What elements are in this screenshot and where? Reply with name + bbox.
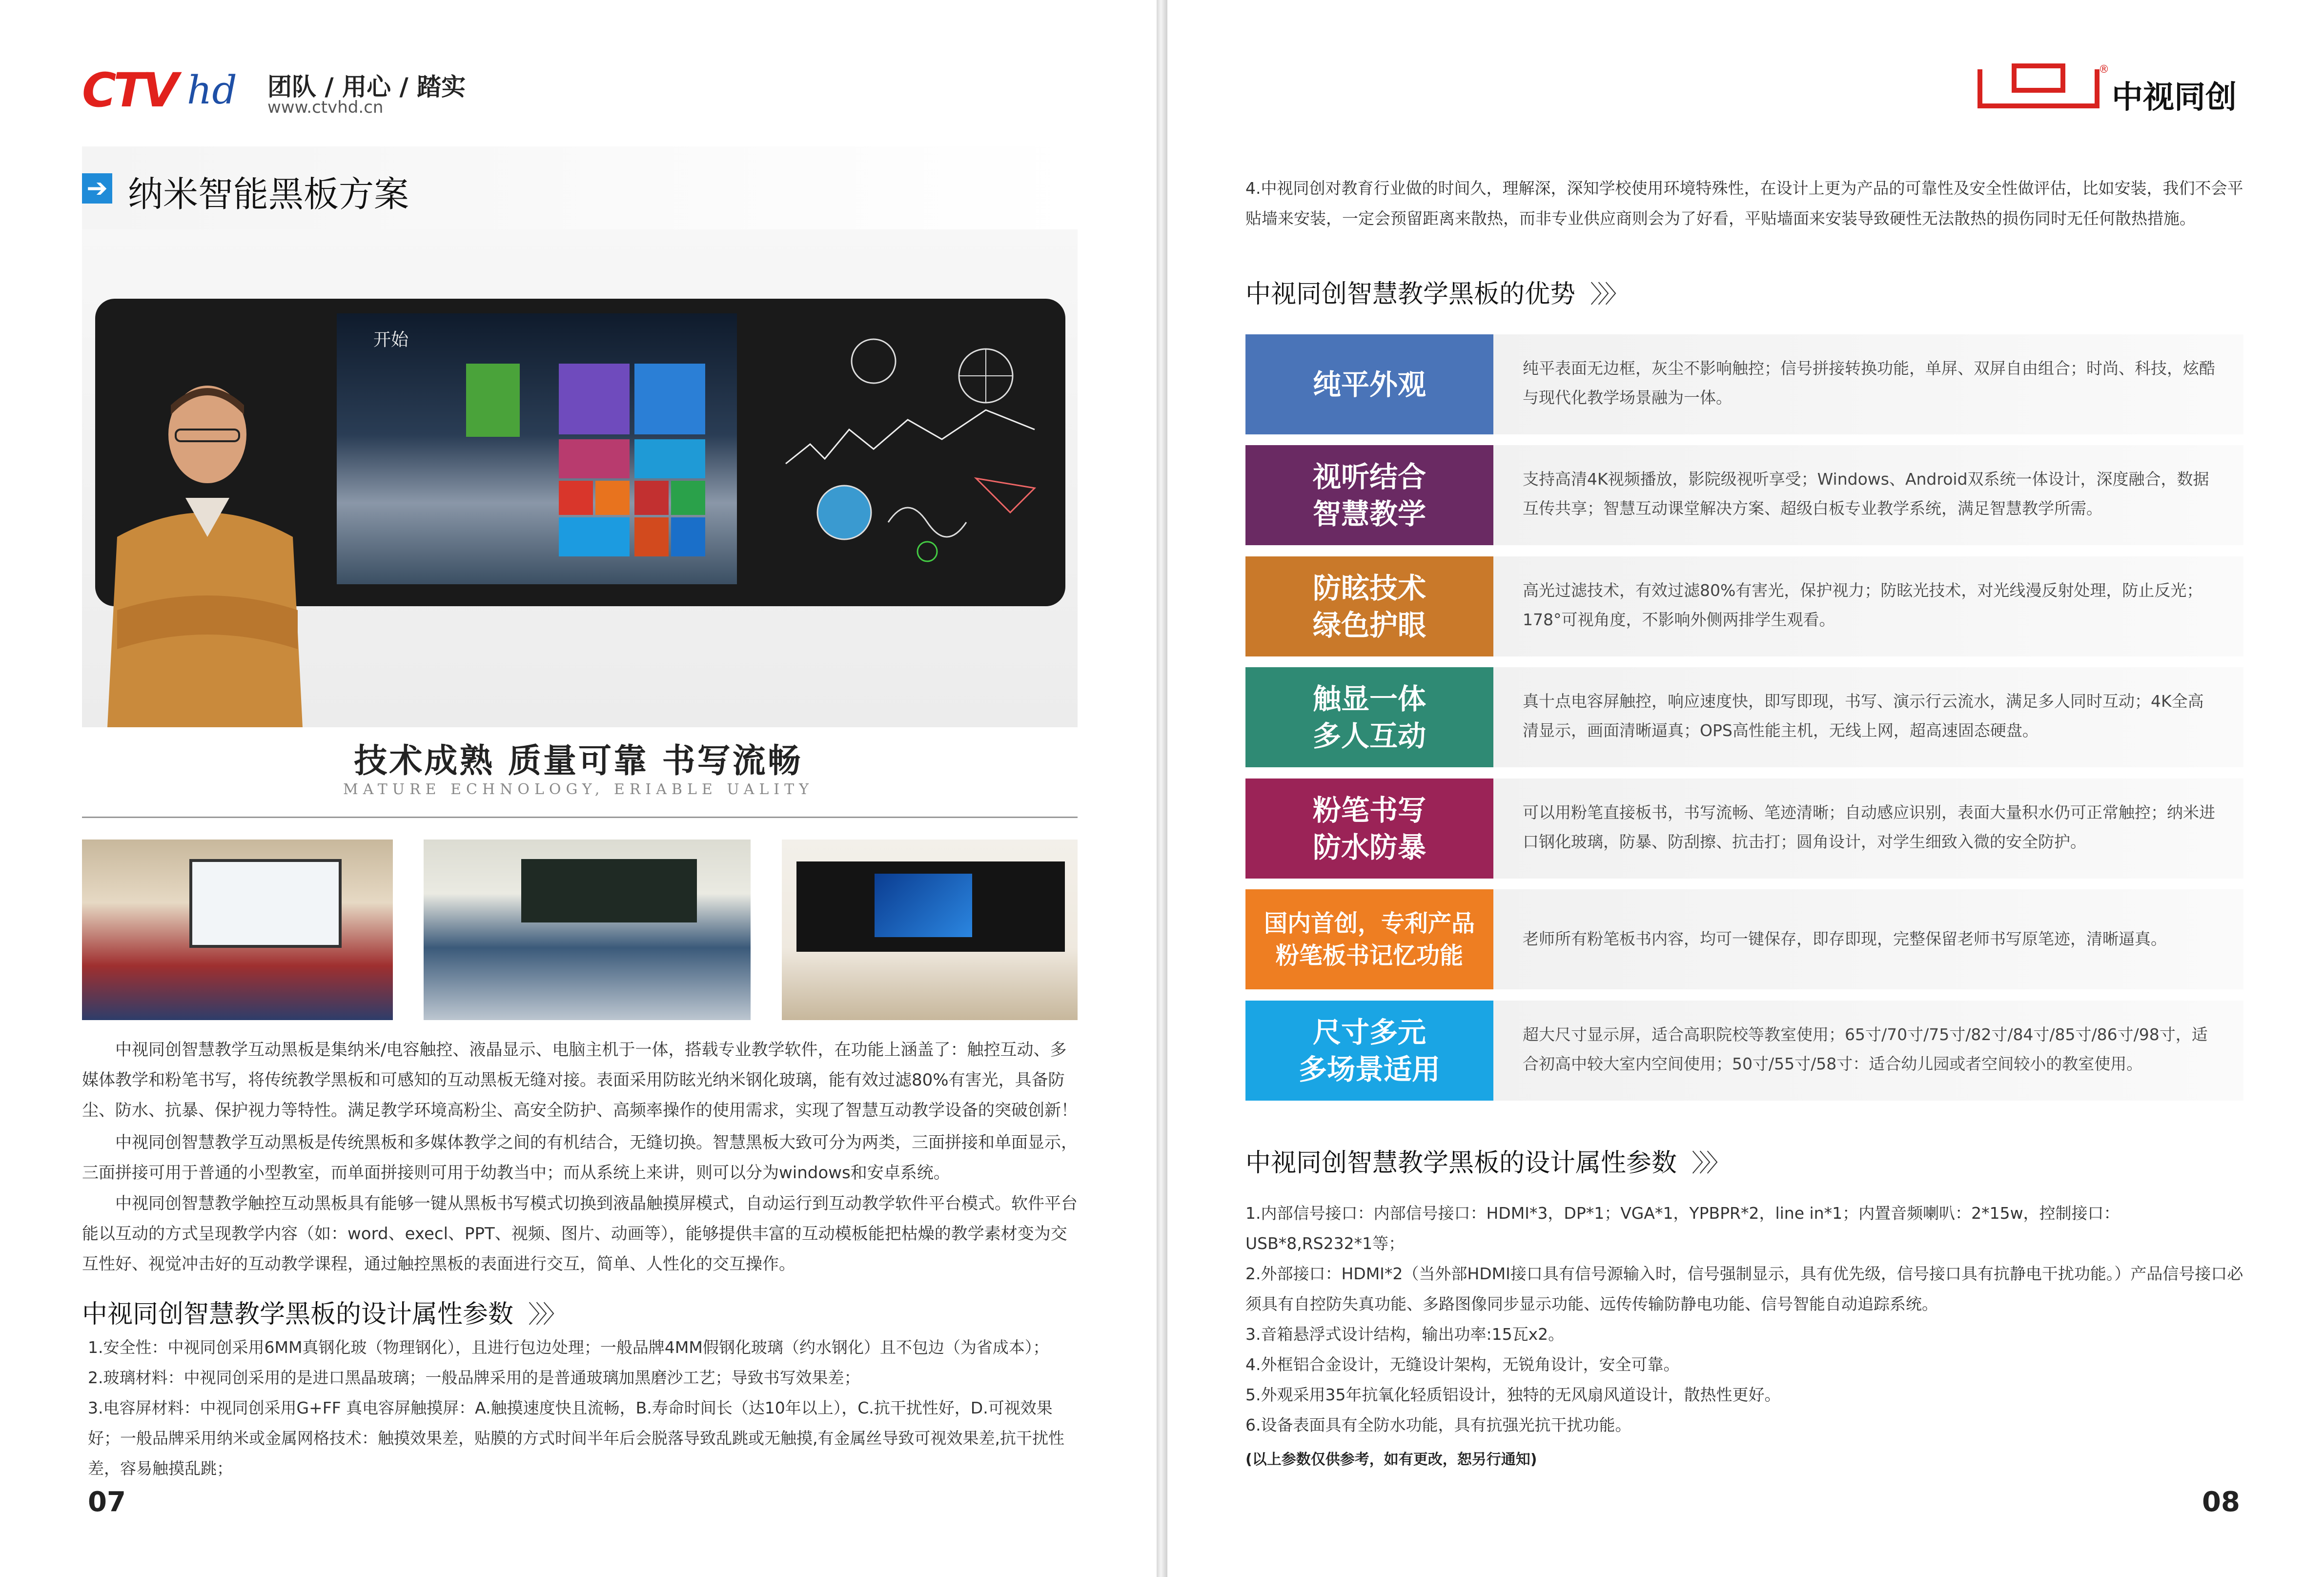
- hero-caption: 技术成熟 质量可靠 书写流畅: [354, 742, 803, 780]
- intro-paragraph-2: 中视同创智慧教学互动黑板是传统黑板和多媒体教学之间的有机结合，无缝切换。智慧黑板大致可分为两类，三面拼接和单面显示，三面拼接可用于普通的小型教室，而单面拼接则可用于幼教当中；而从系统上来讲，则可以分为windows和安卓系统。: [82, 1133, 1078, 1183]
- zhongshi-logo: [1977, 63, 2251, 122]
- param-item: 1.内部信号接口：内部信号接口：HDMI*3，DP*1；VGA*1，YPBPR*2，line in*1；内置音频喇叭：2*15w，控制接口：USB*8,RS232*1等；: [1245, 1204, 2120, 1253]
- projector-screen: [189, 859, 342, 948]
- chevrons-right-icon: 〉〉〉: [528, 1300, 563, 1329]
- metro-tile: [559, 517, 630, 556]
- advantage-label: 触显一体 多人互动: [1245, 667, 1493, 767]
- param-item: 3.音箱悬浮式设计结构，输出功率:15瓦x2。: [1245, 1325, 1565, 1344]
- metro-tile: [634, 517, 669, 556]
- slogan: 团队 / 用心 / 踏实: [267, 73, 466, 101]
- metro-tile: [559, 364, 630, 434]
- metro-tile: [634, 481, 669, 515]
- params-heading: [1245, 1142, 1726, 1179]
- metro-tile: [671, 481, 705, 515]
- advantage-row: [1245, 667, 2243, 767]
- param-item: 5.外观采用35年抗氧化轻质铝设计，独特的无风扇风道设计，散热性更好。: [1245, 1385, 1781, 1404]
- advantage-description: 纯平表面无边框，灰尘不影响触控；信号拼接转换功能，单屏、双屏自由组合；时尚、科技，炫酷与现代化教学场景融为一体。: [1493, 334, 2243, 434]
- advantage-description: 可以用粉笔直接板书，书写流畅、笔迹清晰；自动感应识别，表面大量积水仍可正常触控；纳米进口钢化玻璃，防暴、防刮擦、抗击打；圆角设计，对学生细致入微的安全防护。: [1493, 778, 2243, 879]
- smart-board-photo: [796, 861, 1065, 952]
- advantage-label: 纯平外观: [1245, 334, 1493, 434]
- design-item: 2.玻璃材料：中视同创采用的是进口黑晶玻璃；一般品牌采用的是普通玻璃加黑磨沙工艺；导致书写效果差；: [88, 1368, 860, 1387]
- advantage-description: 超大尺寸显示屏，适合高职院校等教室使用；65寸/70寸/75寸/82寸/84寸/85寸/86寸/98寸，适合初高中较大室内空间使用；50寸/55寸/58寸：适合幼儿园或者空间较小的教室使用。: [1493, 1001, 2243, 1101]
- ctv-logo-hd: hd: [187, 67, 237, 113]
- classroom-blackboard: [521, 859, 697, 922]
- brand-name: 中视同创: [2112, 80, 2237, 116]
- metro-tile: [634, 439, 705, 478]
- logo-mark-inner: [2012, 63, 2065, 93]
- book-spine: [1157, 0, 1167, 1577]
- registered-mark: ®: [2099, 63, 2109, 76]
- advantage-label: 防眩技术 绿色护眼: [1245, 556, 1493, 656]
- advantage-label: 视听结合 智慧教学: [1245, 445, 1493, 545]
- section-title: 纳米智能黑板方案: [128, 174, 409, 215]
- params-heading-text: 中视同创智慧教学黑板的设计属性参数: [1245, 1148, 1677, 1178]
- design-item: 1.安全性：中视同创采用6MM真钢化玻（物理钢化），且进行包边处理；一般品牌4MM假钢化玻璃（约水钢化）且不包边（为省成本）；: [88, 1338, 1049, 1357]
- right-page: [1167, 0, 2324, 1577]
- disclaimer-note: (以上参数仅供参考，如有更改，恕另行通知): [1245, 1451, 1537, 1468]
- left-page: [0, 0, 1157, 1577]
- advantage-description: 支持高清4K视频播放，影院级视听享受；Windows、Android双系统一体设计，深度融合，数据互传共享；智慧互动课堂解决方案、超级白板专业教学系统，满足智慧教学所需。: [1493, 445, 2243, 545]
- ctv-logo-text: CTV: [82, 63, 176, 118]
- chalk-doodle-graphic: [781, 317, 1054, 591]
- advantage-row: [1245, 334, 2243, 434]
- param-item: 4.外框铝合金设计，无缝设计架构，无锐角设计，安全可靠。: [1245, 1355, 1680, 1374]
- advantage-description: 真十点电容屏触控，响应速度快，即写即现，书写、演示行云流水，满足多人同时互动；4K全高清显示，画面清晰逼真；OPS高性能主机，无线上网，超高速固态硬盘。: [1493, 667, 2243, 767]
- metro-tile: [634, 364, 705, 434]
- chevrons-right-icon: 〉〉〉: [1590, 280, 1625, 308]
- advantage-row: [1245, 778, 2243, 879]
- intro-paragraph-1: 中视同创智慧教学互动黑板是集纳米/电容触控、液晶显示、电脑主机于一体，搭载专业教学软件，在功能上涵盖了：触控互动、多媒体教学和粉笔书写，将传统教学黑板和可感知的互动黑板无缝对接。表面采用防眩光纳米钢化玻璃，能有效过滤80%有害光，具备防尘、防水、抗暴、保护视力等特性。满足教学环境高粉尘、高安全防护、高频率操作的使用需求，实现了智慧互动教学设备的突破创新！: [82, 1040, 1078, 1120]
- divider: [82, 817, 1078, 818]
- param-item: 2.外部接口：HDMI*2（当外部HDMI接口具有信号源输入时，信号强制显示，具有优先级，信号接口具有抗静电干扰功能。）产品信号接口必须具有自控防失真功能、多路图像同步显示功能、远传传输防静电功能、信号智能自动追踪系统。: [1245, 1264, 2243, 1313]
- metro-tile: [595, 481, 630, 515]
- advantage-row: [1245, 1001, 2243, 1101]
- param-item: 6.设备表面具有全防水功能，具有抗强光抗干扰功能。: [1245, 1415, 1631, 1434]
- teacher-figure: [98, 376, 312, 727]
- screen-start-label: 开始: [373, 330, 409, 350]
- advantage-label: 粉笔书写 防水防暴: [1245, 778, 1493, 879]
- design-heading-text: 中视同创智慧教学黑板的设计属性参数: [82, 1300, 514, 1329]
- advantage-row: [1245, 445, 2243, 545]
- advantage-row: [1245, 556, 2243, 656]
- metro-tile: [559, 439, 630, 478]
- design-heading: [82, 1293, 562, 1330]
- advantages-heading-text: 中视同创智慧教学黑板的优势: [1245, 280, 1576, 309]
- ctv-logo: [82, 63, 253, 118]
- windows-desktop: [875, 874, 972, 937]
- advantage-description: 高光过滤技术，有效过滤80%有害光，保护视力；防眩光技术，对光线漫反射处理，防止反光；178°可视角度，不影响外侧两排学生观看。: [1493, 556, 2243, 656]
- website-url: www.ctvhd.cn: [267, 98, 384, 117]
- intro-paragraph-3: 中视同创智慧教学触控互动黑板具有能够一键从黑板书写模式切换到液晶触摸屏模式，自动运行到互动教学软件平台模式。软件平台能以互动的方式呈现教学内容（如：word、execl、PPT、视频、图片、动画等），能够提供丰富的互动模板能把枯燥的教学素材变为交互性好、视觉冲击好的互动教学课程，通过触控黑板的表面进行交互，简单、人性化的交互操作。: [82, 1194, 1078, 1274]
- advantage-label: 国内首创，专利产品 粉笔板书记忆功能: [1245, 889, 1493, 989]
- params-list: [1245, 1198, 2243, 1440]
- hero-caption-english: MATURE ECHNOLOGY, ERIABLE UALITY: [343, 781, 814, 798]
- advantage-label: 尺寸多元 多场景适用: [1245, 1001, 1493, 1101]
- intro-item-4: 4.中视同创对教育行业做的时间久，理解深，深知学校使用环境特殊性，在设计上更为产品的可靠性及安全性做评估，比如安装，我们不会平贴墙来安装，一定会预留距离来散热，而非专业供应商则会为了好看，平贴墙面来安装导致硬性无法散热的损伤同时无任何散热措施。: [1245, 179, 2243, 228]
- chevrons-right-icon: 〉〉〉: [1692, 1149, 1726, 1177]
- advantages-heading: [1245, 273, 1624, 310]
- classroom-photo-1: [82, 840, 393, 1020]
- metro-tile: [671, 517, 705, 556]
- metro-tile: [559, 481, 593, 515]
- classroom-photo-2: [424, 840, 751, 1020]
- advantage-row: [1245, 889, 2243, 989]
- page-number: 08: [2202, 1486, 2240, 1518]
- metro-tile: [466, 364, 520, 437]
- design-list: [88, 1332, 1078, 1484]
- design-item: 3.电容屏材料：中视同创采用G+FF 真电容屏触摸屏：A.触摸速度快且流畅，B.寿命时间长（达10年以上），C.抗干扰性好，D.可视效果好；一般品牌采用纳米或金属网格技术：触摸效果差，贴膜的方式时间半年后会脱落导致乱跳或无触摸,有金属丝导致可视效果差,抗干扰性差，容易触摸乱跳；: [88, 1398, 1064, 1478]
- arrow-right-icon: ➔: [82, 173, 112, 204]
- advantage-description: 老师所有粉笔板书内容，均可一键保存，即存即现，完整保留老师书写原笔迹，清晰逼真。: [1493, 889, 2243, 989]
- classroom-photo-3: [782, 840, 1078, 1020]
- page-number: 07: [88, 1486, 126, 1518]
- chalk-doodles: [781, 317, 1054, 591]
